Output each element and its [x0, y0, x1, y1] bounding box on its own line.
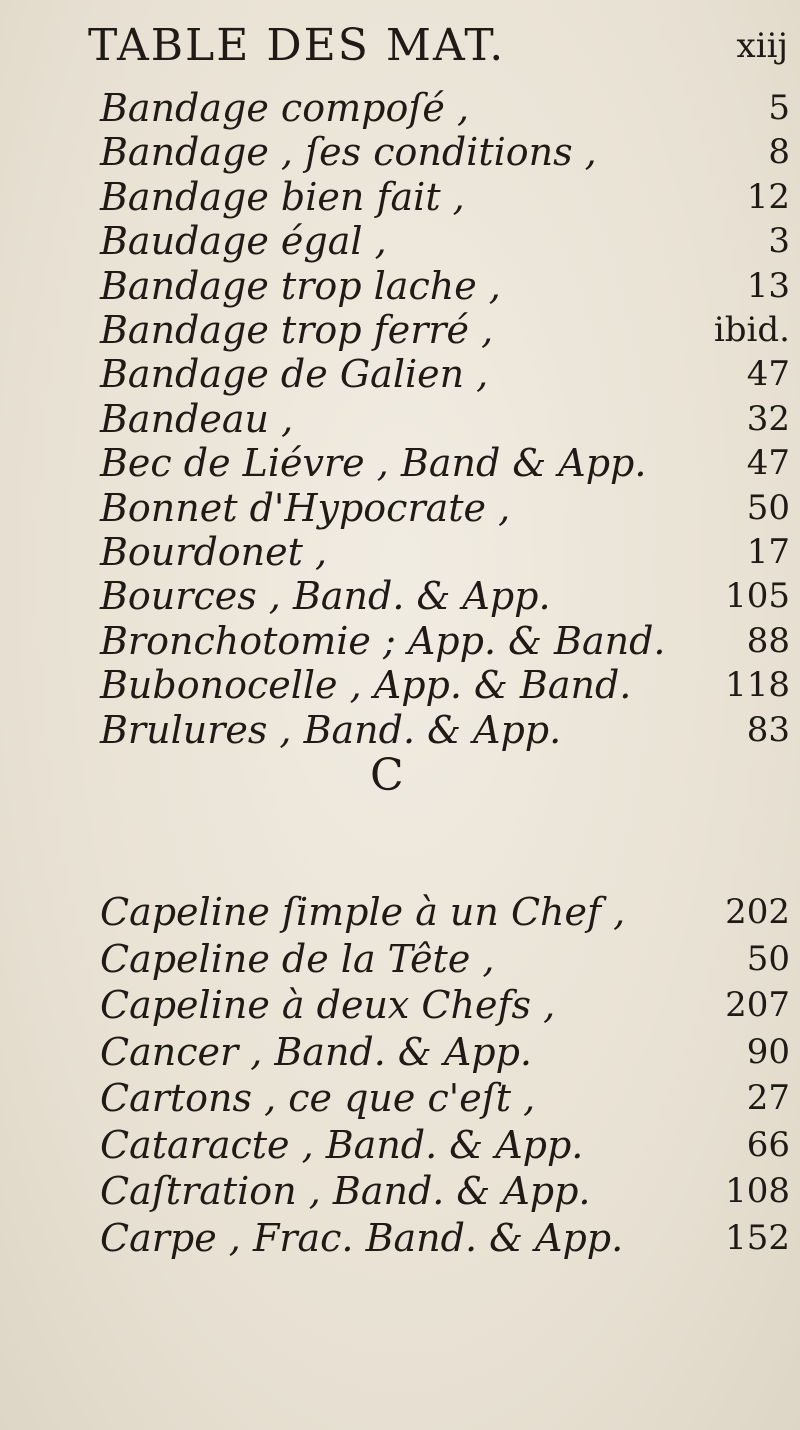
entry-label: Bec de Liévre , Band & App.	[100, 441, 647, 486]
entry-page-ref: 118	[725, 665, 790, 706]
entry-label: Bourdonet ,	[100, 530, 328, 574]
entry-label: Caſtration , Band. & App.	[100, 1169, 591, 1213]
entry-page-ref: 50	[746, 938, 790, 979]
entry-page-ref: 50	[746, 487, 790, 528]
entry-page-ref: 12	[746, 176, 790, 217]
entry-label: Baudage égal ,	[100, 219, 387, 264]
entry-page-ref: 202	[725, 892, 790, 932]
index-entry	[100, 886, 790, 938]
entry-label: Bources , Band. & App.	[100, 574, 551, 619]
entry-label: Bronchotomie ; App. & Band.	[100, 618, 666, 663]
entry-label: Capeline à deux Chefs ,	[100, 983, 556, 1027]
running-title: TABLE DES MAT.	[88, 20, 506, 71]
index-entry	[100, 933, 790, 985]
index-entry	[100, 1026, 790, 1078]
entry-label: Bandage trop lache ,	[100, 263, 501, 308]
entry-label: Capeline de la Tête ,	[100, 936, 495, 981]
entry-label: Cancer , Band. & App.	[100, 1029, 532, 1074]
entry-label: Capeline ſimple à un Chef ,	[100, 890, 626, 934]
entry-page-ref: 108	[725, 1171, 790, 1211]
entry-page-ref: 207	[725, 985, 790, 1025]
entry-page-ref: 13	[746, 265, 790, 306]
entry-label: Bandeau ,	[100, 396, 294, 441]
index-entry	[100, 1072, 790, 1124]
entry-page-ref: 3	[768, 221, 790, 262]
entry-page-ref: 32	[746, 398, 790, 439]
entry-label: Bandage compoſé ,	[100, 86, 470, 130]
entry-label: Bandage bien fait ,	[100, 174, 465, 219]
entry-page-ref: 90	[746, 1031, 790, 1072]
entry-label: Carpe , Frac. Band. & App.	[100, 1215, 624, 1260]
entry-label: Brulures , Band. & App.	[100, 707, 562, 752]
entry-page-ref: 8	[768, 132, 790, 173]
index-entry	[100, 1119, 790, 1171]
entry-label: Bandage , ſes conditions ,	[100, 130, 597, 175]
section-letter-c: C	[370, 750, 404, 801]
index-entry	[100, 1212, 790, 1264]
entry-page-ref: 47	[746, 443, 790, 484]
entry-label: Bonnet d'Hypocrate ,	[100, 485, 511, 530]
page-header	[88, 20, 788, 80]
entry-page-ref: 88	[746, 620, 790, 661]
entry-page-ref: 27	[746, 1078, 790, 1118]
entry-label: Bandage de Galien ,	[100, 352, 489, 397]
entry-page-ref: 66	[746, 1124, 790, 1165]
page-number: xiij	[736, 26, 788, 66]
index-entry	[100, 704, 790, 756]
entry-page-ref: ibid.	[713, 310, 790, 350]
index-entry	[100, 1165, 790, 1217]
entry-label: Bandage trop ferré ,	[100, 308, 494, 352]
entry-page-ref: 17	[746, 532, 790, 572]
entry-page-ref: 152	[725, 1217, 790, 1258]
entry-page-ref: 5	[768, 88, 790, 128]
index-entry	[100, 979, 790, 1031]
entry-label: Cartons , ce que c'eſt ,	[100, 1076, 536, 1120]
entry-page-ref: 47	[746, 354, 790, 395]
entry-label: Cataracte , Band. & App.	[100, 1122, 584, 1167]
entry-page-ref: 83	[746, 709, 790, 750]
entry-page-ref: 105	[725, 576, 790, 617]
entry-label: Bubonocelle , App. & Band.	[100, 663, 632, 708]
